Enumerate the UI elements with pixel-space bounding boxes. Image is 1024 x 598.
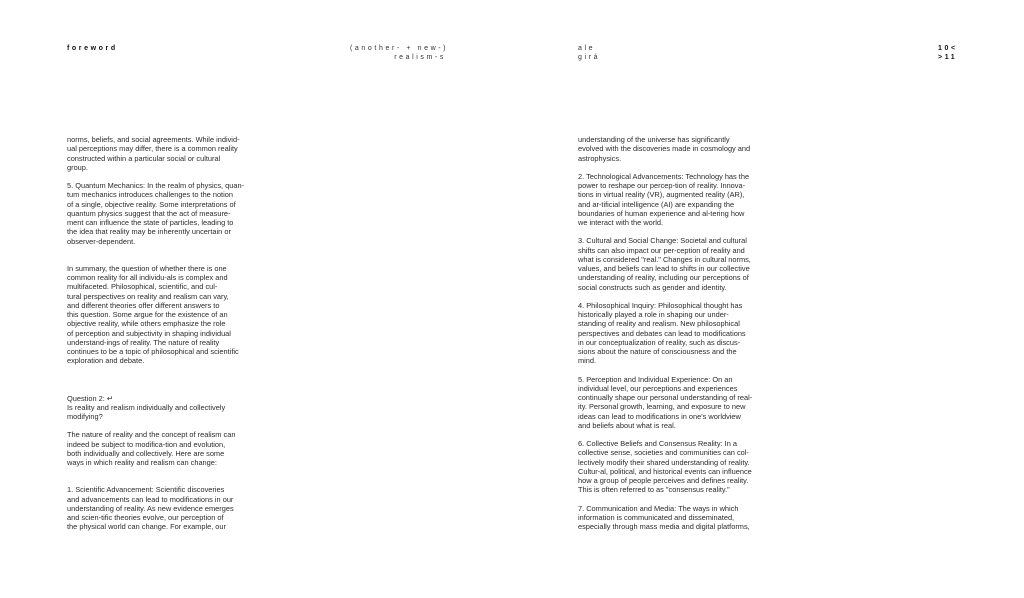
text-line: Question 2: ↵ (67, 393, 114, 403)
text-line: perspectives and debates can lead to modifications (578, 328, 746, 338)
paragraph (67, 181, 257, 246)
page-number-right: >11 (938, 54, 958, 62)
text-line: 7. Communication and Media: The ways in which (578, 503, 739, 513)
text-line: and beliefs about what is real. (578, 420, 676, 430)
title-line: realism-s (394, 54, 446, 62)
text-line: 3. Cultural and Social Change: Societal and cultural (578, 236, 747, 246)
running-header-title (350, 44, 449, 63)
text-line: especially through mass media and digital platforms, (578, 522, 750, 531)
text-line: ment can influence the state of particles, leading to (67, 218, 234, 227)
title-line: (another- + new-) (350, 45, 449, 52)
text-line: evolved with the discoveries made in cosmology and (578, 144, 751, 154)
right-page-body (578, 135, 768, 531)
text-line: quantum physics suggest that the act of measure- (67, 208, 231, 218)
text-line: understanding of the universe has significantly (578, 135, 730, 144)
text-line: In summary, the question of whether there is one (67, 263, 227, 273)
text-line: observer-dependent. (67, 236, 136, 246)
text-line: the idea that reality may be inherently uncertain or (67, 227, 231, 237)
running-header-section (67, 44, 118, 53)
text-line: standing of reality and realism. New philosophical (578, 319, 740, 329)
text-line: 1. Scientific Advancement: Scientific discoveries (67, 485, 225, 495)
running-header-author (578, 44, 600, 63)
text-line: constructed within a particular social or cultural (67, 153, 221, 163)
text-line: collective sense, societies and communities can col- (578, 448, 749, 458)
text-line: both individually and collectively. Here are some (67, 448, 225, 458)
text-line: individual level, our perceptions and experiences (578, 383, 738, 393)
paragraph (578, 172, 768, 228)
text-line: this question. Some argue for the existence of an (67, 310, 228, 319)
paragraph (67, 264, 257, 366)
text-line: 5. Quantum Mechanics: In the realm of physics, quan- (67, 181, 245, 190)
paragraph (67, 485, 257, 531)
text-line: information is communicated and disseminated, (578, 512, 735, 522)
text-line: in our conceptualization of reality, such as discus- (578, 337, 741, 347)
text-line: astrophysics. (578, 153, 622, 163)
text-line: ual perceptions may differ, there is a common reality (67, 144, 238, 154)
paragraph (578, 439, 768, 495)
section-label: foreword (67, 45, 118, 52)
text-line: continually shape our personal understanding of real- (578, 393, 753, 402)
author-line: girá (578, 54, 601, 62)
author-line: ale (578, 45, 596, 52)
text-line: 6. Collective Beliefs and Consensus Reality: In a (578, 439, 737, 448)
text-line: ideas can lead to modifications in one's worldview (578, 411, 741, 421)
paragraph (578, 301, 768, 366)
text-line: 2. Technological Advancements: Technology has the (578, 171, 750, 181)
text-line: ity. Personal growth, learning, and exposure to new (578, 402, 746, 412)
paragraph (67, 135, 257, 172)
text-line: social constructs such as gender and identity. (578, 282, 727, 292)
text-line: understanding of reality. As new evidence emerges (67, 503, 234, 513)
text-line: objective reality, while others emphasize the role (67, 319, 226, 329)
text-line: tum mechanics introduces challenges to the notion (67, 190, 233, 200)
text-line: understand-ings of reality. The nature of reality (67, 337, 220, 347)
text-line: tions in virtual reality (VR), augmented reality (AR), (578, 190, 745, 200)
text-line: Cultur-al, political, and historical events can influence (578, 466, 752, 476)
paragraph (578, 236, 768, 292)
left-page-body (67, 135, 257, 532)
text-line: tural perspectives on reality and realism can vary, (67, 291, 229, 301)
text-line: of perception and subjectivity in shaping individual (67, 328, 231, 338)
text-line: historically played a role in shaping our under- (578, 310, 729, 319)
text-line: mind. (578, 356, 597, 366)
page-numbers (938, 44, 958, 63)
paragraph (67, 430, 257, 467)
text-line: norms, beliefs, and social agreements. While individ- (67, 135, 240, 144)
text-line: and different theories offer different answers to (67, 300, 220, 310)
paragraph (578, 375, 768, 431)
text-line: ways in which reality and realism can change: (67, 458, 217, 467)
text-line: multifaceted. Philosophical, scientific, and cul- (67, 282, 218, 292)
text-line: how a group of people perceives and defines reality. (578, 476, 749, 485)
text-line: understanding of reality, including our perceptions of (578, 273, 749, 283)
paragraph (578, 135, 768, 163)
question-heading (67, 394, 257, 422)
text-line: of a single, objective reality. Some interpretations of (67, 199, 236, 209)
text-line: sions about the nature of consciousness and the (578, 347, 737, 356)
text-line: we interact with the world. (578, 218, 664, 227)
text-line: exploration and debate. (67, 356, 145, 366)
text-line: common reality for all individu-als is complex and (67, 273, 228, 282)
text-line: values, and beliefs can lead to shifts in our collective (578, 264, 750, 273)
text-line: indeed be subject to modifica-tion and evolution, (67, 439, 226, 449)
text-line: This is often referred to as "consensus reality." (578, 485, 730, 495)
text-line: shifts can also impact our per-ception of reality and (578, 245, 745, 255)
page-number-left: 10< (938, 45, 958, 52)
text-line: lectively modify their shared understanding of reality. (578, 457, 750, 467)
text-line: modifying? (67, 412, 103, 421)
text-line: Is reality and realism individually and collectively (67, 402, 226, 412)
text-line: 4. Philosophical Inquiry: Philosophical thought has (578, 300, 743, 310)
text-line: group. (67, 162, 88, 172)
text-line: The nature of reality and the concept of realism can (67, 430, 236, 440)
text-line: and ar-tificial intelligence (AI) are expanding the (578, 199, 735, 209)
text-line: the physical world can change. For example, our (67, 522, 226, 532)
text-line: continues to be a topic of philosophical and scientific (67, 347, 239, 356)
text-line: what is considered "real." Changes in cultural norms, (578, 254, 751, 264)
text-line: 5. Perception and Individual Experience: On an (578, 374, 733, 384)
text-line: and scien-tific theories evolve, our perception of (67, 513, 224, 522)
text-line: boundaries of human experience and al-tering how (578, 208, 745, 218)
text-line: power to reshape our percep-tion of reality. Innova- (578, 181, 746, 190)
paragraph (578, 504, 768, 532)
text-line: and advancements can lead to modifications in our (67, 494, 234, 504)
